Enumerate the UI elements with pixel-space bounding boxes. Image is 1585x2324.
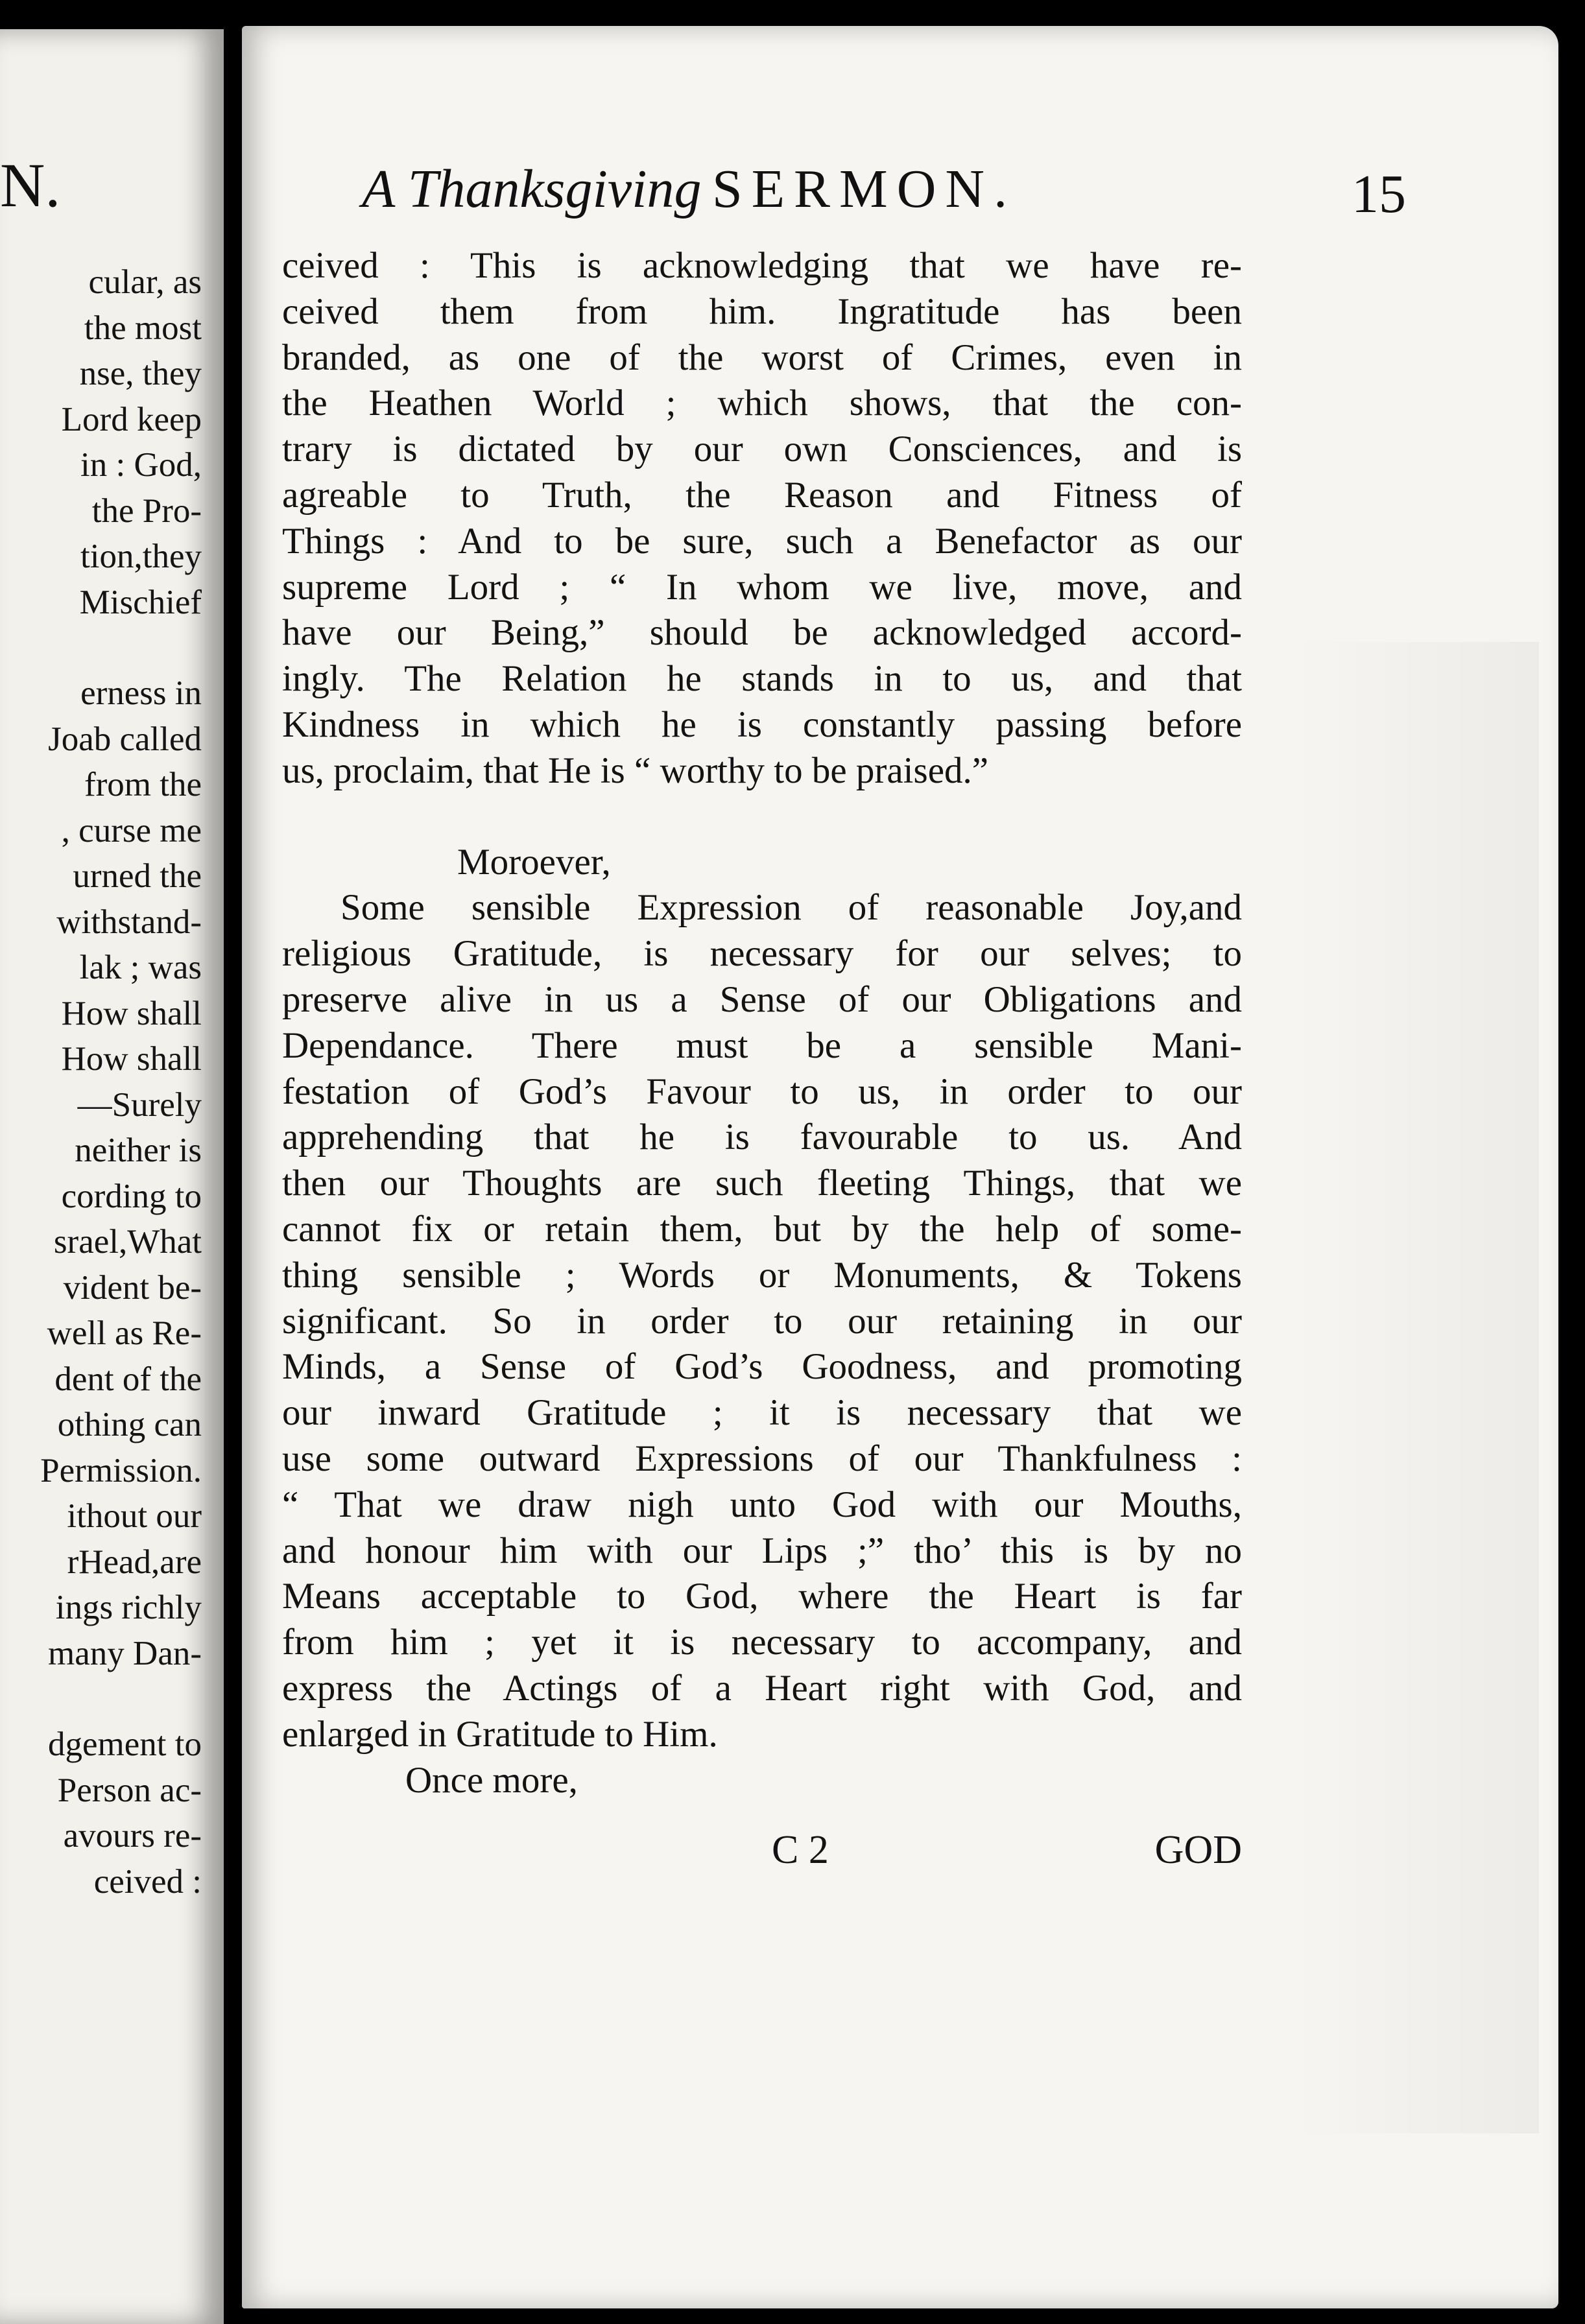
page-number: 15 [1352,164,1406,224]
text-line: Means acceptable to God, where the Heart is far [282,1576,1242,1617]
left-page-line: dgement to [48,1725,202,1763]
left-page-line: cular, as [88,263,202,301]
left-page-line: the Pro- [91,492,202,530]
text-line: the Heathen World ; which shows, that the con- [282,383,1242,424]
text-line: our inward Gratitude ; it is necessary that we [282,1392,1242,1434]
text-line: Minds, a Sense of God’s Goodness, and promoting [282,1346,1242,1388]
running-head-title: SERMON. [712,159,1017,219]
text-line: trary is dictated by our own Consciences, and is [282,429,1242,470]
book-gutter [224,0,242,2324]
left-page-line: avours re- [63,1817,202,1855]
text-line: significant. So in order to our retaining in our [282,1300,1242,1342]
left-page-line: rHead,are [67,1543,202,1581]
left-page-line: urned the [73,857,202,895]
left-page-line: in : God, [80,446,202,484]
text-line: use some outward Expressions of our Thankfulness : [282,1438,1242,1479]
text-line: Dependance. There must be a sensible Mani- [282,1025,1242,1066]
left-page-line: —Surely [77,1085,202,1124]
left-page-line: from the [84,766,202,803]
left-facing-page [0,29,224,2324]
text-line: Things : And to be sure, such a Benefactor as our [282,520,1242,562]
left-page-text [40,259,202,1904]
left-page-header: N. [0,150,61,220]
text-line: then our Thoughts are such fleeting Things, that we [282,1163,1242,1204]
text-line: thing sensible ; Words or Monuments, & Tokens [282,1254,1242,1296]
text-line: ingly. The Relation he stands in to us, and that [282,658,1242,700]
left-page-line: lak ; was [79,949,202,986]
running-head [362,152,1425,224]
text-line: ceived them from him. Ingratitude has been [282,290,1242,332]
page-show-through [1293,642,1539,2133]
paragraph-spacer [282,794,1242,840]
left-page-line: othing can [57,1406,202,1443]
text-line: religious Gratitude, is necessary for our selves; to [282,933,1242,975]
text-line: preserve alive in us a Sense of our Obligations and [282,978,1242,1020]
left-page-line: ceived : [93,1862,202,1901]
text-line: enlarged in Gratitude to Him. [282,1713,718,1755]
left-page-line: Permission. [40,1451,202,1489]
left-page-line: tion,they [80,538,202,575]
text-line: supreme Lord ; “ In whom we live, move, and [282,566,1242,608]
text-line: ceived : This is acknowledging that we have re- [282,245,1242,286]
left-page-line: Joab called [48,720,202,758]
catchword: GOD [1154,1828,1242,1872]
text-line: Moroever, [457,841,611,883]
left-page-line: Person ac- [57,1771,202,1809]
left-page-line: Mischief [79,583,202,621]
left-page-line: dent of the [54,1360,202,1398]
left-page-line: Lord keep [61,400,202,438]
text-line: “ That we draw nigh unto God with our Mouths, [282,1484,1242,1525]
left-page-line: ithout our [67,1497,202,1535]
page-footer [282,1827,1242,1879]
left-page-line: neither is [75,1132,202,1169]
text-line: express the Actings of a Heart right with God, and [282,1667,1242,1709]
left-page-line: the most [84,309,202,347]
left-page-line [40,1676,202,1722]
left-page-line: How shall [61,994,202,1032]
text-line: Kindness in which he is constantly passing before [282,704,1242,745]
left-page-line: How shall [61,1040,202,1078]
text-line: us, proclaim, that He is “ worthy to be praised.” [282,750,989,791]
text-line: apprehending that he is favourable to us. And [282,1117,1242,1158]
text-line: Once more, [405,1759,578,1801]
left-page-line: many Dan- [48,1634,202,1672]
text-line: branded, as one of the worst of Crimes, even in [282,337,1242,378]
left-page-line [40,625,202,670]
text-line: cannot fix or retain them, but by the help of some- [282,1208,1242,1250]
left-page-line: withstand- [56,903,202,941]
text-line: Some sensible Expression of reasonable Joy,and [340,887,1242,929]
left-page-line: nse, they [79,355,202,392]
text-line: have our Being,” should be acknowledged accord- [282,612,1242,654]
running-head-italic: A Thanksgiving [362,159,702,219]
left-page-line: erness in [80,674,202,712]
signature-mark: C 2 [772,1828,829,1872]
text-line: from him ; yet it is necessary to accompany, and [282,1622,1242,1663]
left-page-line: vident be- [63,1268,202,1307]
left-page-line: ings richly [55,1589,202,1626]
left-page-line: srael,What [53,1223,202,1261]
left-page-line: well as Re- [47,1314,202,1352]
left-page-line: cording to [61,1177,202,1215]
text-line: agreable to Truth, the Reason and Fitness of [282,474,1242,516]
text-line: and honour him with our Lips ;” tho’ this is by no [282,1530,1242,1571]
text-line: festation of God’s Favour to us, in order to our [282,1071,1242,1112]
right-page [242,26,1558,2308]
body-text [282,243,1242,1803]
left-page-line: , curse me [61,811,202,849]
